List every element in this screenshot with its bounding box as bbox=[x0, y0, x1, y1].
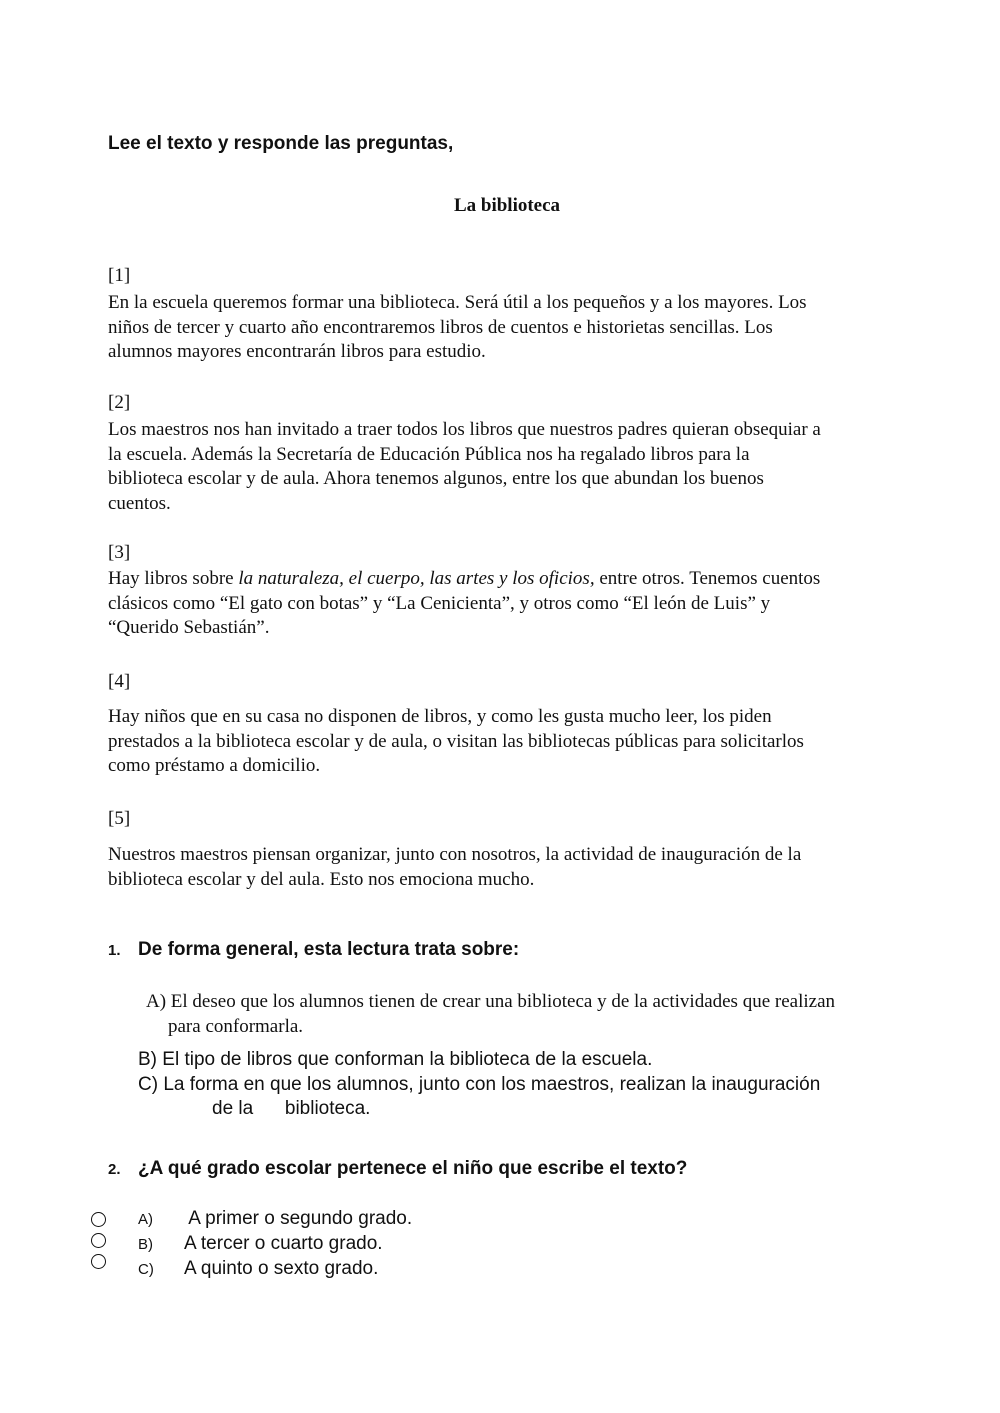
paragraph-2 bbox=[108, 418, 905, 516]
paragraph-text: entre otros. Tenemos cuentos bbox=[594, 568, 821, 589]
paragraph-line: alumnos mayores encontrarán libros para estudio. bbox=[108, 341, 486, 362]
radio-option-b[interactable] bbox=[91, 1233, 106, 1248]
option-text-continued: de la biblioteca. bbox=[212, 1098, 371, 1119]
question-2-option-b[interactable] bbox=[138, 1233, 383, 1255]
question-2-option-c[interactable] bbox=[138, 1258, 378, 1280]
question-2-title bbox=[108, 1158, 687, 1180]
question-number: 2. bbox=[108, 1161, 121, 1178]
question-2-option-a[interactable] bbox=[138, 1208, 412, 1230]
question-text: De forma general, esta lectura trata sobre: bbox=[138, 939, 520, 960]
radio-option-a[interactable] bbox=[91, 1212, 106, 1227]
paragraph-text: Hay libros sobre bbox=[108, 568, 239, 589]
option-letter: C) bbox=[138, 1261, 154, 1278]
paragraph-number-1: [1] bbox=[108, 265, 131, 286]
option-letter: A) bbox=[138, 1211, 153, 1228]
paragraph-italic-text: la naturaleza, el cuerpo, las artes y los oficios, bbox=[238, 568, 595, 589]
option-text: A quinto o sexto grado. bbox=[184, 1258, 379, 1279]
paragraph-line: Nuestros maestros piensan organizar, junto con nosotros, la actividad de inauguración de la bbox=[108, 844, 802, 865]
question-1-option-c[interactable] bbox=[138, 1073, 820, 1121]
paragraph-number-5: [5] bbox=[108, 808, 131, 829]
paragraph-line: En la escuela queremos formar una biblioteca. Será útil a los pequeños y a los mayores. Los bbox=[108, 292, 807, 313]
option-text: A primer o segundo grado. bbox=[184, 1208, 413, 1229]
paragraph-line: como préstamo a domicilio. bbox=[108, 755, 321, 776]
paragraph-number-4: [4] bbox=[108, 671, 131, 692]
paragraph-number-2: [2] bbox=[108, 392, 131, 413]
paragraph-4 bbox=[108, 705, 905, 779]
paragraph-line: Los maestros nos han invitado a traer todos los libros que nuestros padres quieran obsequiar a bbox=[108, 419, 821, 440]
paragraph-line: biblioteca escolar y del aula. Esto nos emociona mucho. bbox=[108, 868, 535, 890]
question-1-option-a[interactable] bbox=[146, 989, 835, 1039]
paragraph-3 bbox=[108, 567, 905, 641]
paragraph-line: niños de tercer y cuarto año encontraremos libros de cuentos e historietas sencillas. Los bbox=[108, 316, 773, 338]
option-letter: B) bbox=[138, 1236, 153, 1253]
option-text: C) La forma en que los alumnos, junto con los maestros, realizan la inauguración bbox=[138, 1074, 821, 1095]
paragraph-1 bbox=[108, 291, 905, 365]
radio-option-c[interactable] bbox=[91, 1254, 106, 1269]
paragraph-line: clásicos como “El gato con botas” y “La Cenicienta”, y otros como “El león de Luis” y bbox=[108, 592, 771, 614]
question-1-option-b[interactable]: B) El tipo de libros que conforman la biblioteca de la escuela. bbox=[138, 1049, 653, 1070]
page-title: La biblioteca bbox=[453, 195, 561, 216]
paragraph-line bbox=[108, 567, 905, 592]
paragraph-number-3: [3] bbox=[108, 542, 131, 563]
paragraph-line: prestados a la biblioteca escolar y de aula, o visitan las bibliotecas públicas para solicitarlos bbox=[108, 730, 804, 752]
paragraph-5 bbox=[108, 843, 905, 892]
paragraph-line: Hay niños que en su casa no disponen de libros, y como les gusta mucho leer, los piden bbox=[108, 706, 772, 727]
paragraph-line: la escuela. Además la Secretaría de Educación Pública nos ha regalado libros para la bbox=[108, 443, 750, 465]
question-text: ¿A qué grado escolar pertenece el niño que escribe el texto? bbox=[138, 1158, 688, 1179]
option-text: A) El deseo que los alumnos tienen de crear una biblioteca y de la actividades que realizan bbox=[146, 991, 836, 1012]
question-number: 1. bbox=[108, 942, 121, 959]
instruction: Lee el texto y responde las preguntas, bbox=[108, 133, 454, 154]
question-1-title bbox=[108, 939, 519, 961]
option-text-continued: para conformarla. bbox=[168, 1016, 304, 1037]
paragraph-line: “Querido Sebastián”. bbox=[108, 617, 270, 638]
paragraph-line: cuentos. bbox=[108, 492, 171, 514]
paragraph-line: biblioteca escolar y de aula. Ahora tenemos algunos, entre los que abundan los buenos bbox=[108, 468, 764, 489]
option-text: A tercer o cuarto grado. bbox=[184, 1233, 383, 1254]
